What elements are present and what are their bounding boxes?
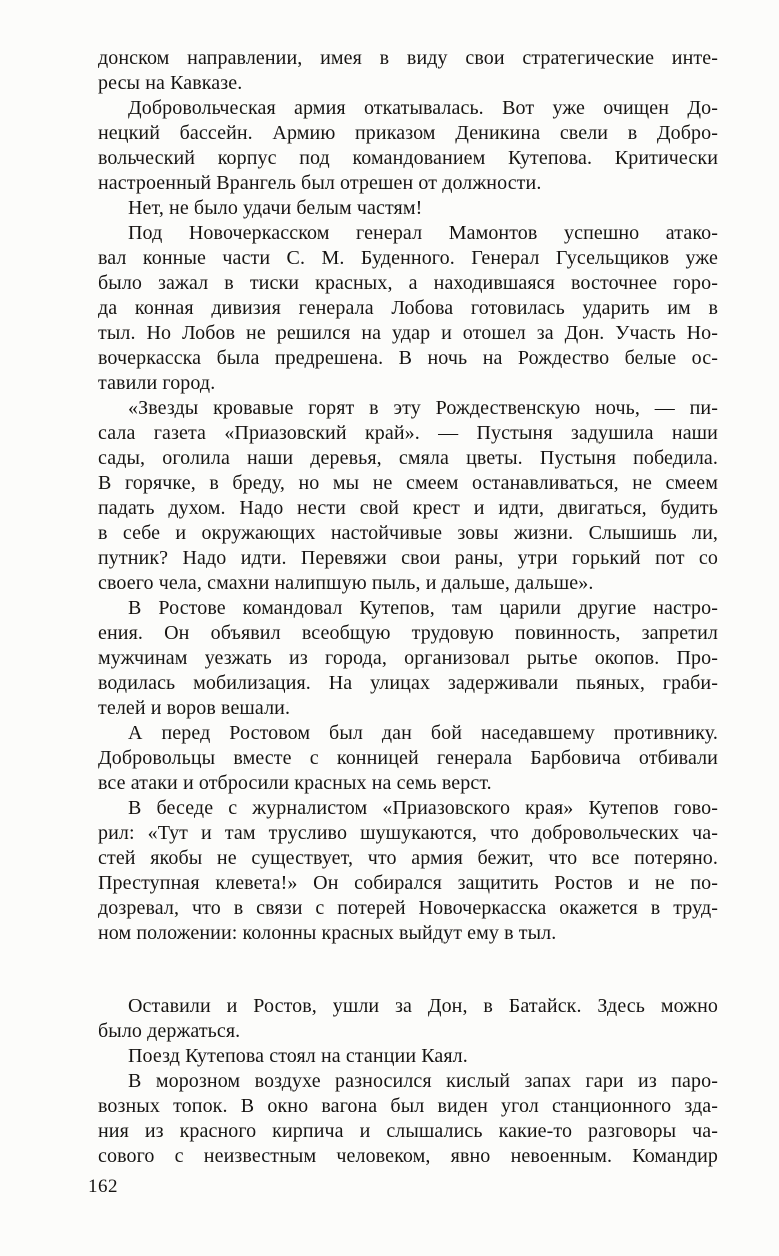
text-line: было зажал в тиски красных, а находившаяся восточнее горо- <box>98 272 718 294</box>
text-line: тыл. Но Лобов не решился на удар и отошел за Дон. Участь Но- <box>98 322 718 344</box>
text-line: возных топок. В окно вагона был виден угол станционного зда- <box>98 1095 718 1117</box>
text-line: падать духом. Надо нести свой крест и идти, двигаться, будить <box>98 497 718 519</box>
text-line: В беседе с журналистом «Приазовского края» Кутепов гово- <box>128 797 718 819</box>
text-line: мужчинам уезжать из города, организовал рытье окопов. Про- <box>98 647 718 669</box>
text-line: все атаки и отбросили красных на семь верст. <box>98 772 492 794</box>
text-line: ном положении: колонны красных выйдут ему в тыл. <box>98 922 557 944</box>
text-line: вольческий корпус под командованием Кутепова. Критически <box>98 147 718 169</box>
text-line: стей якобы не существует, что армия бежит, что все потеряно. <box>98 847 718 869</box>
text-line: Под Новочеркасском генерал Мамонтов успешно атако- <box>128 222 718 244</box>
text-line: Добровольческая армия откатывалась. Вот уже очищен До- <box>128 97 718 119</box>
text-line: «Звезды кровавые горят в эту Рождественскую ночь, — пи- <box>128 397 718 419</box>
text-line: Добровольцы вместе с конницей генерала Барбовича отбивали <box>98 747 718 769</box>
text-line: ния из красного кирпича и слышались какие-то разговоры ча- <box>98 1120 718 1142</box>
text-line: Оставили и Ростов, ушли за Дон, в Батайск. Здесь можно <box>128 995 718 1017</box>
text-line: путник? Надо идти. Перевяжи свои раны, утри горький пот со <box>98 547 718 569</box>
page-number: 162 <box>88 1176 118 1197</box>
text-line: настроенный Врангель был отрешен от должности. <box>98 172 542 194</box>
text-line: А перед Ростовом был дан бой наседавшему противнику. <box>128 722 718 744</box>
section-break <box>98 946 718 994</box>
text-line: донском направлении, имея в виду свои стратегические инте- <box>98 47 718 69</box>
text-line: телей и воров вешали. <box>98 697 291 719</box>
text-line: водилась мобилизация. На улицах задерживали пьяных, граби- <box>98 672 718 694</box>
text-line: да конная дивизия генерала Лобова готовилась ударить им в <box>98 297 718 319</box>
text-line: своего чела, смахни налипшую пыль, и дальше, дальше». <box>98 572 594 594</box>
text-line: ения. Он объявил всеобщую трудовую повинность, запретил <box>98 622 718 644</box>
text-block <box>98 46 718 1169</box>
text-line: сового с неизвестным человеком, явно невоенным. Командир <box>98 1145 718 1167</box>
text-line: Преступная клевета!» Он собирался защитить Ростов и не по- <box>98 872 718 894</box>
text-line: нецкий бассейн. Армию приказом Деникина свели в Добро- <box>98 122 718 144</box>
text-line: было держаться. <box>98 1020 241 1042</box>
text-line: в себе и окружающих настойчивые зовы жизни. Слышишь ли, <box>98 522 718 544</box>
text-line: сала газета «Приазовский край». — Пустыня задушила наши <box>98 422 718 444</box>
text-line: В горячке, в бреду, но мы не смеем останавливаться, не смеем <box>98 472 718 494</box>
text-line: В морозном воздухе разносился кислый запах гари из паро- <box>128 1070 718 1092</box>
text-line: вочеркасска была предрешена. В ночь на Рождество белые ос- <box>98 347 718 369</box>
text-line: сады, оголила наши деревья, смяла цветы. Пустыня победила. <box>98 447 718 469</box>
text-line: дозревал, что в связи с потерей Новочеркасска окажется в труд- <box>98 897 718 919</box>
text-line: вал конные части С. М. Буденного. Генерал Гусельщиков уже <box>98 247 718 269</box>
text-line: Нет, не было удачи белым частям! <box>128 197 423 219</box>
text-line: Поезд Кутепова стоял на станции Каял. <box>128 1045 468 1067</box>
text-line: тавили город. <box>98 372 216 394</box>
text-line: рил: «Тут и там трусливо шушукаются, что добровольческих ча- <box>98 822 718 844</box>
text-line: В Ростове командовал Кутепов, там царили другие настро- <box>128 597 718 619</box>
text-line: ресы на Кавказе. <box>98 72 243 94</box>
